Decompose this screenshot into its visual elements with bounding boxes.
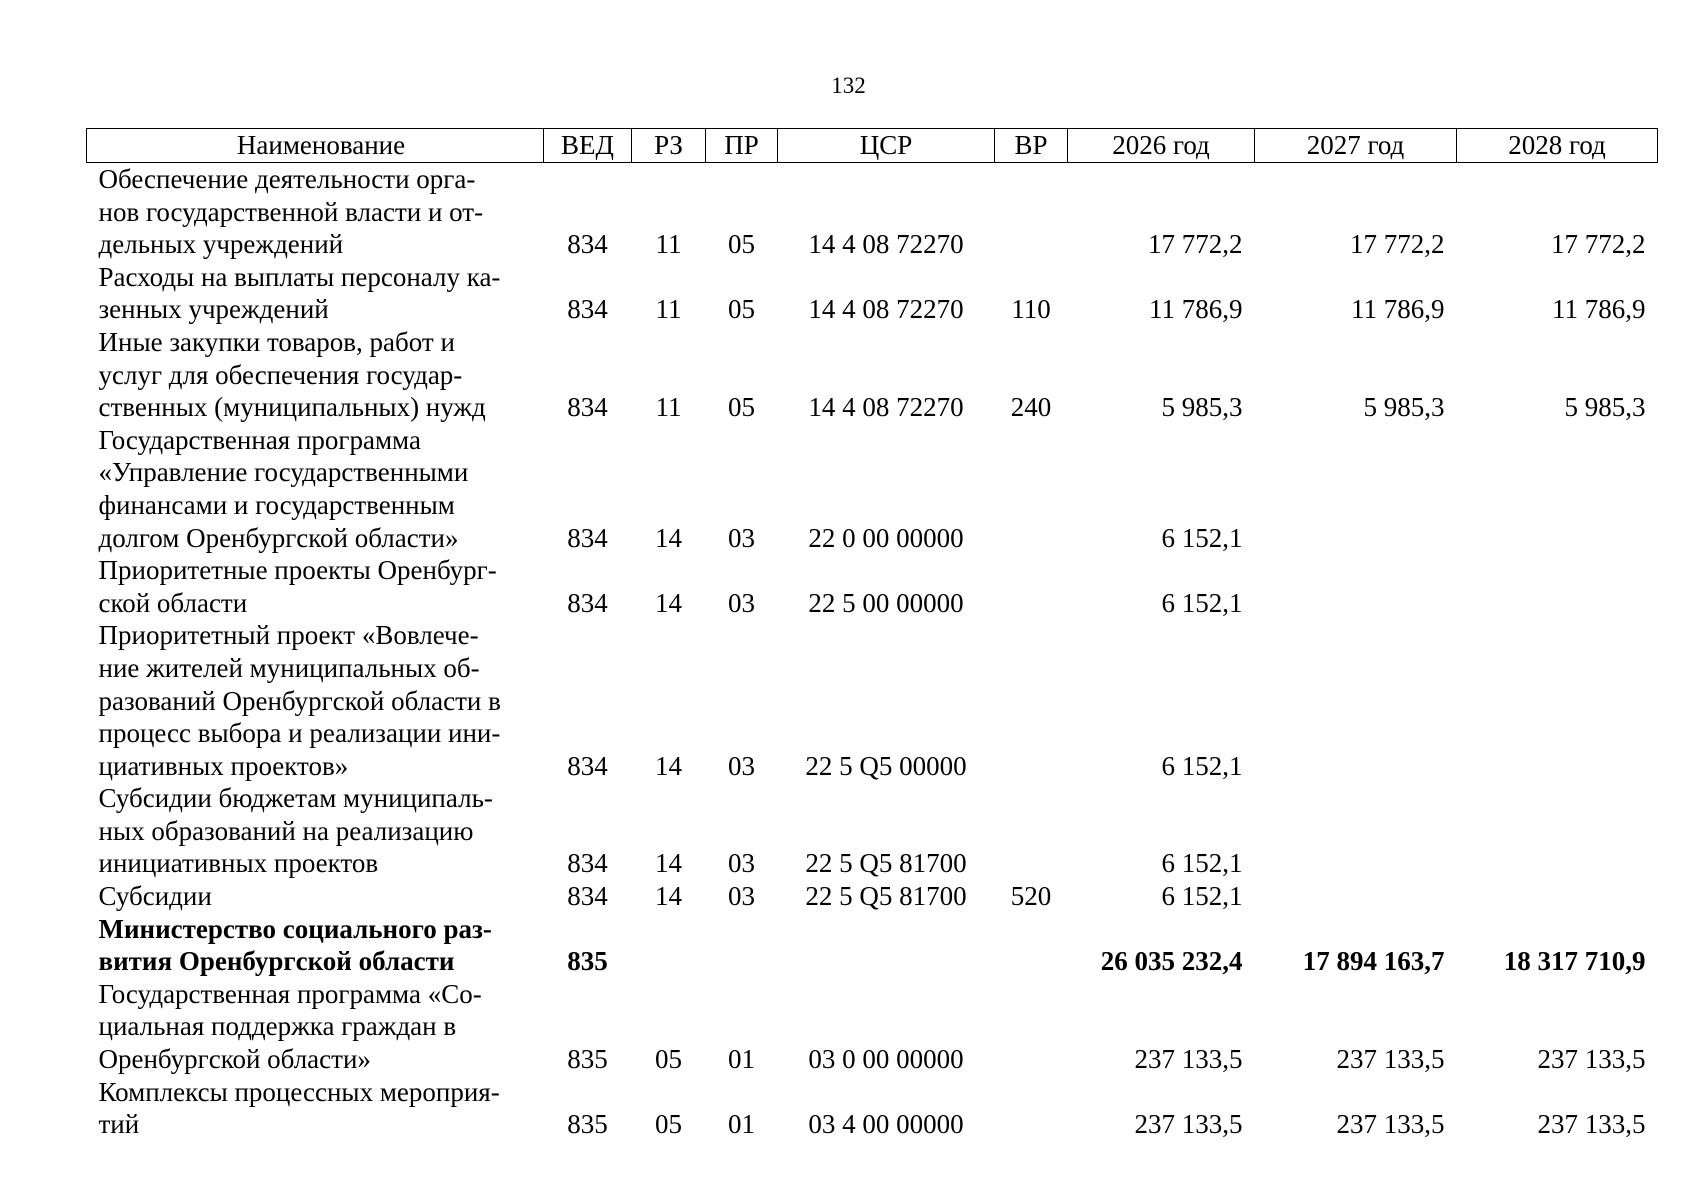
cell-2027 — [1255, 880, 1457, 913]
cell-vr — [995, 424, 1068, 554]
cell-2028 — [1457, 880, 1658, 913]
cell-csr: 22 0 00 00000 — [808, 522, 964, 553]
name-line: Приоритетный проект «Вовлече- — [98, 620, 479, 651]
cell-2027: 17 894 163,7 — [1302, 946, 1445, 977]
cell-ved: 835 — [567, 946, 608, 977]
cell-2027: 5 985,3 — [1363, 392, 1445, 423]
cell-2028: 18 317 710,9 — [1503, 946, 1646, 977]
cell-name — [87, 913, 544, 978]
name-line: зенных учреждений — [98, 294, 329, 325]
name-line: вития Оренбургской области — [98, 946, 455, 977]
header-rz: РЗ — [632, 129, 706, 163]
cell-2028: 237 133,5 — [1537, 1044, 1646, 1075]
name-line: разований Оренбургской области в — [98, 685, 501, 716]
table-row — [87, 913, 1658, 978]
cell-vr — [995, 1076, 1068, 1141]
name-line: инициативных проектов — [98, 848, 379, 879]
cell-name — [87, 1076, 544, 1141]
cell-ved: 834 — [567, 750, 608, 781]
cell-2028: 17 772,2 — [1551, 229, 1646, 260]
cell-vr — [995, 619, 1068, 782]
cell-2028: 237 133,5 — [1537, 1109, 1646, 1140]
cell-2026: 17 772,2 — [1148, 229, 1243, 260]
table-header — [87, 129, 1658, 163]
name-line: Расходы на выплаты персоналу ка- — [98, 261, 501, 292]
cell-2027: 237 133,5 — [1336, 1044, 1445, 1075]
cell-rz: 05 — [655, 1044, 682, 1075]
header-pr: ПР — [706, 129, 778, 163]
cell-pr: 03 — [728, 587, 755, 618]
cell-2026: 6 152,1 — [1161, 750, 1243, 781]
header-csr: ЦСР — [778, 129, 995, 163]
name-line: Обеспечение деятельности орга- — [98, 164, 476, 194]
table-row — [87, 619, 1658, 782]
name-line: долгом Оренбургской области» — [98, 522, 459, 553]
cell-2026: 5 985,3 — [1161, 392, 1243, 423]
table-row — [87, 424, 1658, 554]
cell-pr: 01 — [728, 1109, 755, 1140]
name-line: тий — [98, 1109, 140, 1140]
cell-pr: 03 — [728, 881, 755, 912]
cell-rz: 11 — [655, 294, 682, 325]
cell-2026: 11 786,9 — [1149, 294, 1243, 325]
name-line: дельных учреждений — [98, 229, 344, 260]
cell-2028 — [1457, 782, 1658, 880]
header-2028: 2028 год — [1457, 129, 1658, 163]
cell-2026: 237 133,5 — [1134, 1044, 1243, 1075]
cell-pr: 05 — [728, 229, 755, 260]
cell-2026: 26 035 232,4 — [1100, 946, 1243, 977]
cell-2027 — [1255, 619, 1457, 782]
cell-csr: 22 5 Q5 81700 — [805, 881, 967, 912]
name-line: Приоритетные проекты Оренбург- — [98, 555, 497, 586]
cell-2028 — [1457, 554, 1658, 619]
table-row — [87, 1076, 1658, 1141]
header-row — [87, 129, 1658, 163]
cell-vr — [995, 978, 1068, 1076]
cell-ved: 834 — [567, 229, 608, 260]
cell-csr: 22 5 00 00000 — [808, 587, 964, 618]
name-line: ние жителей муниципальных об- — [98, 652, 480, 683]
cell-2028: 11 786,9 — [1552, 294, 1646, 325]
cell-csr: 03 0 00 00000 — [808, 1044, 964, 1075]
cell-csr: 14 4 08 72270 — [808, 294, 964, 325]
cell-ved: 835 — [567, 1044, 608, 1075]
cell-2028 — [1457, 619, 1658, 782]
name-line: циативных проектов» — [98, 750, 349, 781]
cell-name — [87, 163, 544, 261]
cell-pr: 03 — [728, 522, 755, 553]
cell-rz: 14 — [655, 587, 682, 618]
name-line: финансами и государственным — [98, 489, 455, 520]
cell-name — [87, 554, 544, 619]
cell-ved: 834 — [567, 881, 608, 912]
cell-rz: 11 — [655, 392, 682, 423]
name-line: Государственная программа — [98, 424, 421, 455]
cell-ved: 834 — [567, 294, 608, 325]
header-ved: ВЕД — [544, 129, 632, 163]
table-row — [87, 163, 1658, 261]
cell-pr — [706, 913, 778, 978]
name-line: циальная поддержка граждан в — [98, 1011, 457, 1042]
cell-csr: 14 4 08 72270 — [808, 392, 964, 423]
cell-ved: 834 — [567, 848, 608, 879]
cell-rz: 05 — [655, 1109, 682, 1140]
cell-rz: 14 — [655, 848, 682, 879]
name-line: Министерство социального раз- — [98, 913, 492, 944]
cell-vr: 240 — [1010, 392, 1052, 423]
table-row — [87, 326, 1658, 424]
name-line: Комплексы процессных мероприя- — [98, 1076, 500, 1107]
name-line: Субсидии бюджетам муниципаль- — [98, 783, 493, 814]
name-line: Оренбургской области» — [98, 1044, 371, 1075]
cell-2027 — [1255, 424, 1457, 554]
name-line: Субсидии — [98, 881, 212, 912]
cell-pr: 01 — [728, 1044, 755, 1075]
cell-2026: 6 152,1 — [1161, 881, 1243, 912]
name-line: «Управление государственными — [98, 457, 469, 488]
cell-csr: 22 5 Q5 81700 — [805, 848, 967, 879]
cell-2026: 6 152,1 — [1161, 587, 1243, 618]
cell-2027 — [1255, 782, 1457, 880]
cell-pr: 03 — [728, 848, 755, 879]
cell-2026: 6 152,1 — [1161, 522, 1243, 553]
table-row — [87, 880, 1658, 913]
table-row — [87, 978, 1658, 1076]
name-line: Государственная программа «Со- — [98, 978, 482, 1009]
cell-vr — [995, 163, 1068, 261]
cell-rz: 14 — [655, 750, 682, 781]
cell-csr: 03 4 00 00000 — [808, 1109, 964, 1140]
table-row — [87, 782, 1658, 880]
cell-pr: 05 — [728, 392, 755, 423]
cell-name — [87, 261, 544, 326]
cell-csr: 22 5 Q5 00000 — [805, 750, 967, 781]
name-line: ных образований на реализацию — [98, 815, 474, 846]
cell-rz: 14 — [655, 522, 682, 553]
name-line: ской области — [98, 587, 248, 618]
cell-csr — [778, 913, 995, 978]
cell-2028: 5 985,3 — [1564, 392, 1646, 423]
cell-rz: 11 — [655, 229, 682, 260]
cell-name — [87, 326, 544, 424]
cell-rz: 14 — [655, 881, 682, 912]
budget-table — [86, 128, 1658, 1141]
header-name: Наименование — [87, 129, 544, 163]
cell-name — [87, 978, 544, 1076]
header-2026: 2026 год — [1068, 129, 1255, 163]
cell-vr: 520 — [1010, 881, 1052, 912]
cell-csr: 14 4 08 72270 — [808, 229, 964, 260]
cell-ved: 835 — [567, 1109, 608, 1140]
cell-vr — [995, 782, 1068, 880]
cell-pr: 05 — [728, 294, 755, 325]
cell-vr — [995, 913, 1068, 978]
cell-2027: 17 772,2 — [1350, 229, 1445, 260]
table-row — [87, 554, 1658, 619]
page-number: 132 — [831, 73, 866, 98]
table-body — [87, 163, 1658, 1141]
cell-2026: 237 133,5 — [1134, 1109, 1243, 1140]
cell-vr — [995, 554, 1068, 619]
cell-ved: 834 — [567, 392, 608, 423]
cell-2028 — [1457, 424, 1658, 554]
name-line: услуг для обеспечения государ- — [98, 359, 463, 390]
cell-vr: 110 — [1011, 294, 1051, 325]
cell-2027: 237 133,5 — [1336, 1109, 1445, 1140]
cell-2027: 11 786,9 — [1351, 294, 1445, 325]
cell-name — [87, 880, 544, 913]
cell-ved: 834 — [567, 587, 608, 618]
cell-name — [87, 782, 544, 880]
name-line: ственных (муниципальных) нужд — [98, 392, 486, 423]
cell-rz — [632, 913, 706, 978]
name-line: процесс выбора и реализации ини- — [98, 718, 501, 749]
cell-2027 — [1255, 554, 1457, 619]
cell-name — [87, 424, 544, 554]
cell-name — [87, 619, 544, 782]
name-line: нов государственной власти и от- — [98, 196, 484, 227]
cell-ved: 834 — [567, 522, 608, 553]
table-row — [87, 261, 1658, 326]
cell-pr: 03 — [728, 750, 755, 781]
cell-2026: 6 152,1 — [1161, 848, 1243, 879]
name-line: Иные закупки товаров, работ и — [98, 326, 455, 357]
header-2027: 2027 год — [1255, 129, 1457, 163]
header-vr: ВР — [995, 129, 1068, 163]
